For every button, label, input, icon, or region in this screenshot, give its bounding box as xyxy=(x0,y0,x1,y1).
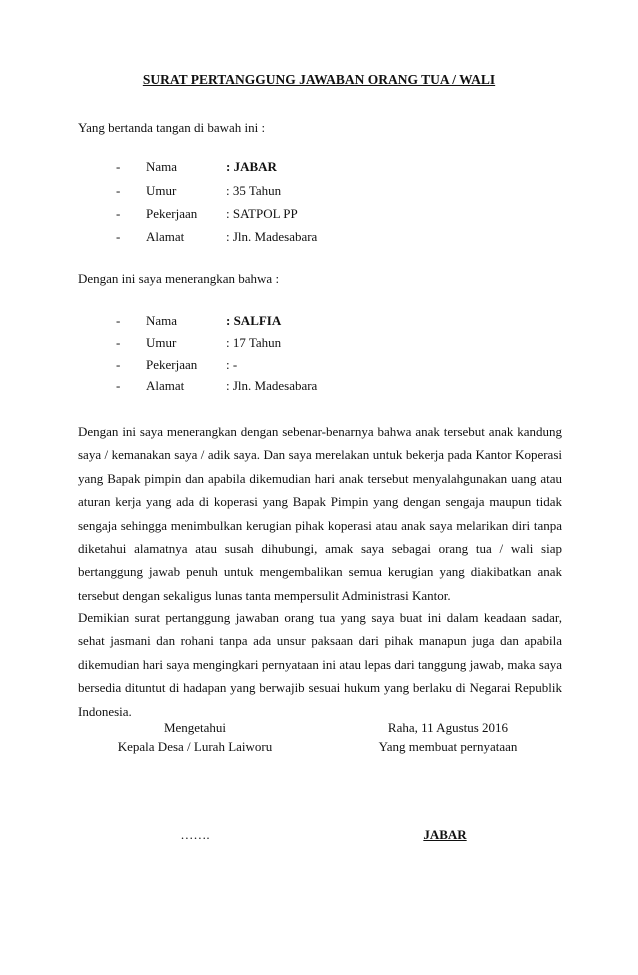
field-value: : 35 Tahun xyxy=(226,183,282,198)
bullet-dash: - xyxy=(116,378,121,393)
field-label: Nama xyxy=(146,159,178,174)
signature-right-line2: Yang membuat pernyataan xyxy=(378,739,518,754)
field-label: Nama xyxy=(146,313,178,328)
bullet-dash: - xyxy=(116,229,121,244)
body-paragraph-1: Dengan ini saya menerangkan dengan sebenar-benarnya bahwa anak tersebut anak kandung saya / kemanakan saya / adik saya. Dan saya merelakan untuk bekerja pada Kantor Koperasi yang Bapak pimpin dan apabila dikemudian hari anak tersebut menyalahgunakan uang atau aturan kerja yang ada di koperasi yang Bapak Pimpin yang dengan sengaja maupun tidak sengaja sehingga menimbulkan kerugian pihak koperasi atau anak saya melarikan diri tanpa diketahui alamatnya atau susah dihubungi, amak saya sebagai orang tua / wali siap bertanggung jawab penuh untuk mengembalikan semua kerugian yang diakibatkan anak tersebut dengan sekaligus lunas tanta mempersulit Administrasi Kantor. xyxy=(78,424,562,603)
field-label: Umur xyxy=(146,335,177,350)
bullet-dash: - xyxy=(116,159,121,174)
bullet-dash: - xyxy=(116,357,121,372)
signature-right-line1: Raha, 11 Agustus 2016 xyxy=(387,720,509,735)
field-label: Pekerjaan xyxy=(146,206,198,221)
field-value: : 17 Tahun xyxy=(226,335,282,350)
field-label: Alamat xyxy=(146,229,185,244)
statement-intro-text: Dengan ini saya menerangkan bahwa : xyxy=(78,271,280,286)
document-title: SURAT PERTANGGUNG JAWABAN ORANG TUA / WALI xyxy=(142,72,496,87)
signature-right-block xyxy=(348,718,548,756)
signature-right-name: JABAR xyxy=(423,827,467,842)
bullet-dash: - xyxy=(116,183,121,198)
field-label: Umur xyxy=(146,183,177,198)
field-value: : SATPOL PP xyxy=(226,206,298,221)
field-value: : JABAR xyxy=(226,159,277,174)
field-label: Alamat xyxy=(146,378,185,393)
signature-left-line2: Kepala Desa / Lurah Laiworu xyxy=(117,739,273,754)
signature-left-block xyxy=(95,718,295,756)
bullet-dash: - xyxy=(116,335,121,350)
body-paragraph-2: Demikian surat pertanggung jawaban orang tua yang saya buat ini dalam keadaan sadar, sehat jasmani dan rohani tanpa ada unsur paksaan dari pihak manapun juga dan apabila dikemudian hari saya mengingkari pernyataan ini atau lepas dari tanggung jawab, maka saya bersedia dituntut di hadapan yang berwajib sesuai hukum yang berlaku di Negarai Republik Indonesia. xyxy=(78,610,562,719)
field-value: : Jln. Madesabara xyxy=(226,229,318,244)
signature-left-line1: Mengetahui xyxy=(163,720,227,735)
field-label: Pekerjaan xyxy=(146,357,198,372)
field-value: : SALFIA xyxy=(226,313,282,328)
signature-left-name: ……. xyxy=(180,827,210,842)
field-value: : Jln. Madesabara xyxy=(226,378,318,393)
field-value: : - xyxy=(226,357,238,372)
intro-text: Yang bertanda tangan di bawah ini : xyxy=(78,120,266,135)
bullet-dash: - xyxy=(116,313,121,328)
bullet-dash: - xyxy=(116,206,121,221)
